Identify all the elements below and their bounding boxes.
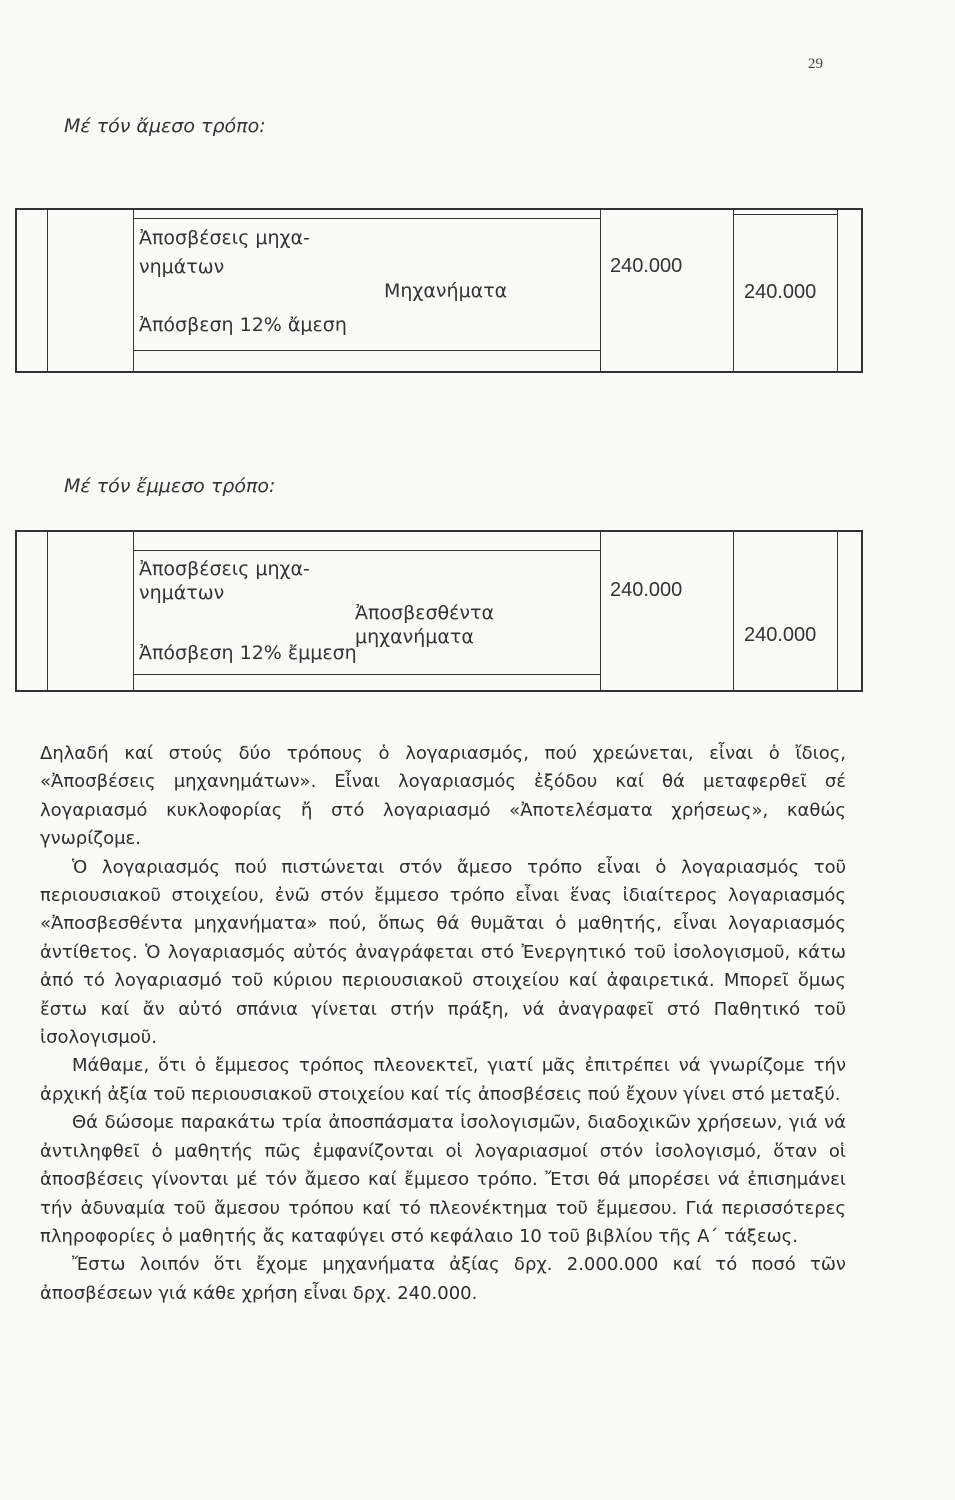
- column-rule: [837, 532, 838, 690]
- direct-journal-entry: [15, 208, 863, 373]
- column-rule: [47, 532, 48, 690]
- direct-method-heading: Μέ τόν ἄμεσο τρόπο:: [64, 115, 266, 137]
- column-rule: [600, 210, 601, 371]
- entry-explanation: Ἀπόσβεση 12% ἄμεση: [139, 314, 347, 336]
- debit-account-line1: Ἀποσβέσεις μηχα-: [139, 227, 310, 249]
- paragraph: Ὁ λογαριασμός πού πιστώνεται στόν ἄμεσο τρόπο εἶναι ὁ λογαριασμός τοῦ περιουσιακοῦ στοιχείου, ἐνῶ στόν ἔμμεσο τρόπο εἶναι ἕνας ἰδιαίτερος λογαριασμός «Ἀποσβεσθέντα μηχανήματα» πού, ὅπως θά θυμᾶται ὁ μαθητής, εἶναι λογαριασμός ἀντίθετος. Ὁ λογαριασμός αὐτός ἀναγράφεται στό Ἐνεργητικό τοῦ ἰσολογισμοῦ, κάτω ἀπό τό λογαριασμό τοῦ κύριου περιουσιακοῦ στοιχείου καί ἀφαιρετικά. Μπορεῖ ὅμως ἔστω καί ἄν αὐτό σπάνια γίνεται στήν πράξη, νά ἀναγραφεῖ στό Παθητικό τοῦ ἰσολογισμοῦ.: [40, 856, 846, 1049]
- indirect-method-heading: Μέ τόν ἔμμεσο τρόπο:: [64, 475, 276, 497]
- row-rule: [133, 674, 600, 675]
- row-rule: [133, 550, 600, 551]
- debit-amount: 240.000: [610, 255, 683, 277]
- column-rule: [133, 532, 134, 690]
- credit-account: Μηχανήματα: [384, 280, 508, 302]
- row-rule: [133, 218, 600, 219]
- column-rule: [47, 210, 48, 371]
- page-number: 29: [808, 56, 823, 72]
- paragraph: Θά δώσομε παρακάτω τρία ἀποσπάσματα ἰσολογισμῶν, διαδοχικῶν χρήσεων, γιά νά ἀντιληφθεῖ ὁ μαθητής πῶς ἐμφανίζονται οἱ λογαριασμοί στόν ἰσολογισμό, ὅταν οἱ ἀποσβέσεις γίνονται μέ τόν ἄμεσο καί ἔμμεσο τρόπο. Ἔτσι θά μπορέσει νά ἐπισημάνει τήν ἀδυναμία τοῦ ἄμεσου τρόπου καί τό πλεονέκτημα τοῦ ἔμμεσου. Γιά περισσότερες πληροφορίες ὁ μαθητής ἄς καταφύγει στό κεφάλαιο 10 τοῦ βιβλίου τῆς Α΄ τάξεως.: [40, 1112, 846, 1247]
- paragraph: Δηλαδή καί στούς δύο τρόπους ὁ λογαριασμός, πού χρεώνεται, εἶναι ὁ ἴδιος, «Ἀποσβέσεις μηχανημάτων». Εἶναι λογαριασμός ἐξόδου καί θά μεταφερθεῖ σέ λογαριασμό κυκλοφορίας ἤ στό λογαριασμό «Ἀποτελέσματα χρήσεως», καθώς γνωρίζομε.: [40, 743, 846, 850]
- credit-account-line1: Ἀποσβεσθέντα: [355, 602, 495, 624]
- row-rule: [733, 214, 837, 215]
- debit-amount: 240.000: [610, 579, 683, 601]
- column-rule: [600, 532, 601, 690]
- credit-amount: 240.000: [744, 624, 817, 646]
- row-rule: [133, 350, 600, 351]
- paragraph: Ἔστω λοιπόν ὅτι ἔχομε μηχανήματα ἀξίας δρχ. 2.000.000 καί τό ποσό τῶν ἀποσβέσεων γιά κάθε χρήση εἶναι δρχ. 240.000.: [40, 1254, 846, 1304]
- paragraph: Μάθαμε, ὅτι ὁ ἔμμεσος τρόπος πλεονεκτεῖ, γιατί μᾶς ἐπιτρέπει νά γνωρίζομε τήν ἀρχική ἀξία τοῦ περιουσιακοῦ στοιχείου καί τίς ἀποσβέσεις πού ἔχουν γίνει στό μεταξύ.: [40, 1055, 846, 1105]
- debit-account-line1: Ἀποσβέσεις μηχα-: [139, 558, 310, 580]
- body-text: [40, 740, 846, 1308]
- indirect-journal-entry: [15, 530, 863, 692]
- entry-explanation: Ἀπόσβεση 12% ἔμμεση: [139, 642, 357, 664]
- column-rule: [733, 210, 734, 371]
- column-rule: [733, 532, 734, 690]
- credit-account-line2: μηχανήματα: [355, 626, 474, 648]
- column-rule: [837, 210, 838, 371]
- column-rule: [133, 210, 134, 371]
- debit-account-line2: νημάτων: [139, 582, 225, 604]
- debit-account-line2: νημάτων: [139, 256, 225, 278]
- credit-amount: 240.000: [744, 281, 817, 303]
